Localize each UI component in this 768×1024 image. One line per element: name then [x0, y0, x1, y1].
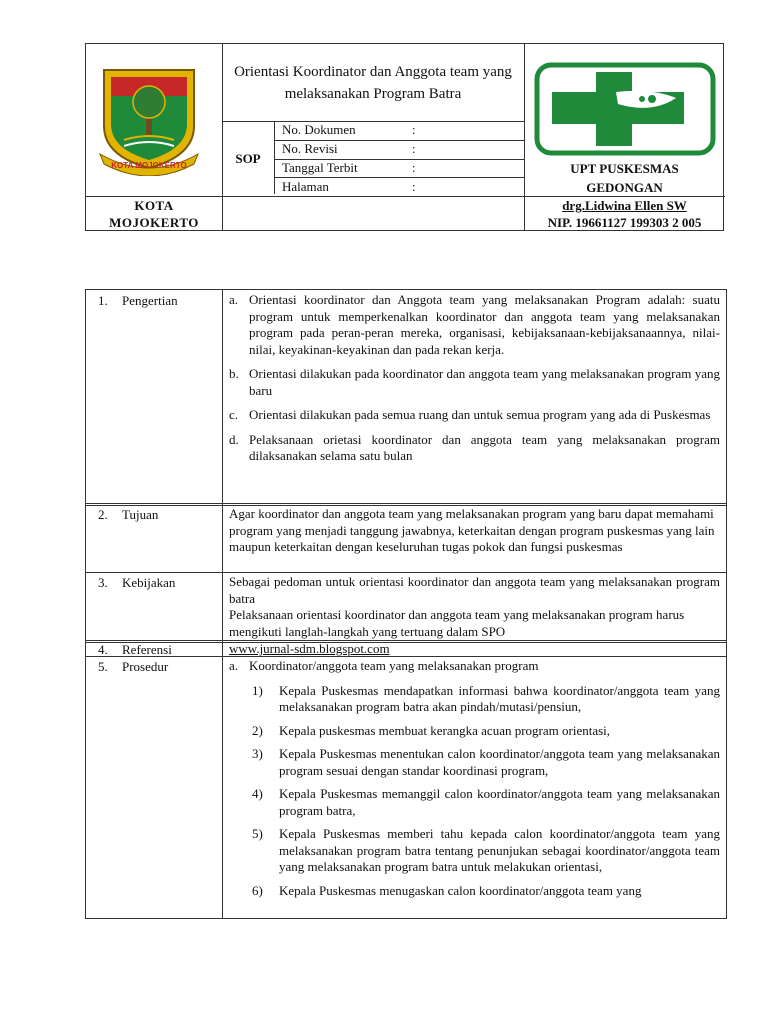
meta-row-tanggal-terbit — [274, 159, 524, 178]
referensi-content — [229, 641, 720, 658]
city-name — [86, 196, 222, 232]
list-item — [229, 292, 720, 358]
signatory-name: drg.Lidwina Ellen SW — [562, 198, 687, 213]
sop-content-table — [85, 289, 727, 919]
step-marker: 5) — [252, 826, 263, 841]
emblem-ribbon-text: KOTA MOJOKERTO — [111, 161, 187, 170]
procedure-step — [229, 746, 720, 779]
step-marker: 6) — [252, 882, 263, 898]
procedure-step — [229, 826, 720, 876]
row-label-text: Referensi — [122, 642, 172, 657]
row-label-text: Prosedur — [122, 659, 169, 674]
signatory-nip: NIP. 19661127 199303 2 005 — [547, 215, 702, 230]
step-text: Kepala Puskesmas memberi tahu kepada calon koordinator/anggota team yang melaksanakan program batra tentang penunjukan sebagai koordinator/anggota team yang melaksanakan program batra untuk melakukan orientasi, — [279, 826, 720, 874]
row-label-text: Kebijakan — [122, 575, 176, 590]
meta-row-no-dokumen — [274, 121, 524, 140]
step-marker: 4) — [252, 786, 263, 801]
list-item-text: Orientasi koordinator dan Anggota team yang melaksanakan Program adalah: suatu program untuk memperkenalkan koordinator dan anggota team yang melaksanakan program pada peran-peran mereka, organisasi, kebijaksanaan-kebijaksanaannya, nilai-nilai, keyakinan-keyakinan dan pada rekan kerja. — [249, 292, 720, 357]
row-number: 4. — [98, 642, 108, 657]
meta-colon: : — [412, 159, 416, 175]
sop-label: SOP — [235, 150, 261, 166]
kebijakan-text-1: Sebagai pedoman untuk orientasi koordinator dan anggota team yang melaksanakan program batra — [229, 574, 720, 606]
row-number: 1. — [98, 293, 108, 308]
step-text: Kepala puskesmas membuat kerangka acuan program orientasi, — [279, 722, 611, 738]
tujuan-text: Agar koordinator dan anggota team yang melaksanakan program yang baru dapat memahami program yang menjadi tanggung jawabnya, keterkaitan dengan program puskesmas yang lain maupun keterkaitan dengan keseluruhan tugas pokok dan fungsi puskesmas — [229, 506, 715, 554]
city-name-line2: MOJOKERTO — [109, 215, 199, 230]
kebijakan-content — [229, 574, 720, 640]
meta-row-halaman — [274, 177, 524, 196]
sop-header-table — [85, 43, 724, 231]
list-marker: a. — [229, 292, 239, 307]
meta-colon: : — [412, 122, 416, 138]
step-text: Kepala Puskesmas menentukan calon koordinator/anggota team yang melaksanakan program sesuai dengan standar koordinasi program, — [279, 746, 720, 778]
step-marker: 2) — [252, 722, 263, 738]
list-item — [229, 407, 720, 424]
meta-label: Halaman — [282, 178, 329, 194]
list-item-text: Orientasi dilakukan pada koordinator dan anggota team yang melaksanakan program yang baru — [249, 366, 720, 398]
row-number: 2. — [98, 507, 108, 522]
procedure-step — [229, 723, 720, 740]
row-divider — [86, 572, 726, 573]
meta-colon: : — [412, 141, 416, 157]
row-label-text: Pengertian — [122, 293, 178, 308]
list-marker: a. — [229, 658, 239, 673]
city-name-line1: KOTA — [134, 198, 174, 213]
step-text: Kepala Puskesmas memanggil calon koordinator/anggota team yang melaksanakan program batra, — [279, 786, 720, 818]
kebijakan-text-2: Pelaksanaan orientasi koordinator dan anggota team yang melaksanakan program harus mengikuti langlah-langkah yang tertuang dalam SPO — [229, 607, 685, 639]
document-title: Orientasi Koordinator dan Anggota team yang melaksanakan Program Batra — [234, 63, 512, 102]
signatory-block — [524, 196, 725, 232]
column-divider — [222, 290, 223, 918]
prosedur-heading — [229, 658, 720, 675]
meta-label: Tanggal Terbit — [282, 159, 358, 175]
institution-name — [524, 156, 725, 196]
procedure-step — [229, 683, 720, 716]
procedure-step — [229, 786, 720, 819]
row-label-text: Tujuan — [122, 507, 159, 522]
row-number: 3. — [98, 575, 108, 590]
step-marker: 3) — [252, 746, 263, 761]
tujuan-content — [229, 506, 720, 556]
kota-mojokerto-emblem-icon — [94, 64, 204, 176]
list-item — [229, 432, 720, 465]
institution-name-line1: UPT PUSKESMAS — [570, 161, 679, 176]
meta-label: No. Revisi — [282, 141, 338, 157]
meta-label: No. Dokumen — [282, 122, 356, 138]
list-item — [229, 366, 720, 399]
institution-name-line2: GEDONGAN — [586, 180, 663, 195]
list-marker: c. — [229, 407, 239, 422]
row-number: 5. — [98, 659, 108, 674]
step-marker: 1) — [252, 682, 263, 698]
step-text: Kepala Puskesmas mendapatkan informasi bahwa koordinator/anggota team yang melaksanakan program batra akan pindah/mutasi/pensiun, — [279, 682, 720, 714]
step-text: Kepala Puskesmas menugaskan calon koordinator/anggota team yang — [279, 882, 642, 898]
pengertian-content — [229, 292, 720, 465]
meta-row-no-revisi — [274, 140, 524, 159]
list-item-text: Orientasi dilakukan pada semua ruang dan untuk semua program yang ada di Puskesmas — [249, 407, 711, 422]
procedure-step — [229, 883, 720, 900]
prosedur-heading-text: Koordinator/anggota team yang melaksanakan program — [249, 658, 539, 673]
list-marker: b. — [229, 366, 239, 381]
meta-colon: : — [412, 178, 416, 194]
list-marker: d. — [229, 431, 239, 447]
puskesmas-logo-icon — [534, 62, 716, 156]
list-item-text: Pelaksanaan orietasi koordinator dan anggota team yang melaksanakan program dilaksanakan selama satu bulan — [249, 431, 720, 463]
prosedur-content — [229, 658, 720, 899]
reference-link[interactable]: www.jurnal-sdm.blogspot.com — [229, 641, 390, 656]
